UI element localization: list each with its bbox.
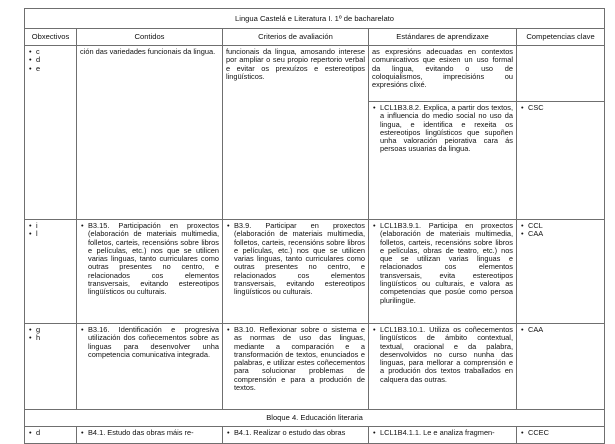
header-estandares: Estándares de aprendizaxe [369,29,517,46]
standard-text: • LCL1B3.8.2. Explica, a partir dos textos, a influencia do medio social no uso da lingua, e identifica e rexeita os estereotipos lingüísticos que supoñen unha valoración peiorativa cara ás persoas usuarias da lingua. [372,104,513,154]
objective-item: • h [28,334,73,342]
block-heading-row [25,410,605,427]
column-header-row [25,29,605,46]
standards-cell [369,220,517,324]
criteria-text: funcionais da lingua, amosando interese por ampliar o seu propio repertorio verbal e evitar os prexuízos e estereotipos lingüísticos. [226,47,365,81]
competence-item: • CSC [520,104,601,112]
header-criterios: Criterios de avaliación [223,29,369,46]
standard-text: • LCL1B3.9.1. Participa en proxectos (elaboración de materiais multimedia, folletos, carteis, recensións sobre libros e películas, obras de teatro, etc.) nos que se utilizan varias linguas e relacionados cos elementos transversais, evita estereotipos lingüísticos ou culturais, e valora as competencias que posúe como persoa plurilingüe. [372,222,513,305]
criteria-text: • B3.9. Participar en proxectos (elaboración de materiais multimedia, folletos, carteis, recensións sobre libros e películas, etc.) nos que se utilicen varias linguas, tanto curriculares como outras presentes no centro, e relacionados cos elementos transversais, evitando estereotipos lingüísticos ou culturais. [226,222,365,297]
objectives-cell [25,324,77,410]
contents-text: • B4.1. Estudo das obras máis re- [80,429,219,437]
objectives-cell [25,46,77,220]
criteria-cell [223,220,369,324]
header-competencias: Competencias clave [517,29,605,46]
objectives-cell [25,427,77,444]
criteria-cell [223,324,369,410]
standards-cell [369,324,517,410]
standards-cell [369,46,517,220]
header-contidos: Contidos [77,29,223,46]
table-row [25,427,605,444]
standards-cell [369,427,517,444]
criteria-cell [223,427,369,444]
standard-text: • LCL1B3.10.1. Utiliza os coñecementos lingüísticos de ámbito contextual, textual, oracional e da palabra, desenvolvidos no curso nunha das linguas, para mellorar a comprensión e a produción dos textos traballados en calquera das outras. [372,326,513,384]
contents-text: ción das variedades funcionais da lingua. [80,47,216,56]
standard-text: as expresións adecuadas en contextos comunicativos que esixen un uso formal da lingua, evitando o uso de coloquialismos, imprecisións ou expresións clixé. [372,47,513,90]
objective-item: • d [28,56,73,64]
table-row [25,46,605,220]
competences-cell [517,46,605,220]
objective-item: • l [28,230,73,238]
competence-item: • CAA [520,230,601,238]
objective-item: • c [28,48,73,56]
header-obxectivos: Obxectivos [25,29,77,46]
criteria-cell [223,46,369,220]
objective-item: • g [28,326,73,334]
competences-cell [517,427,605,444]
objective-item: • i [28,222,73,230]
contents-cell [77,427,223,444]
contents-text: • B3.15. Participación en proxectos (elaboración de materiais multimedia, folletos, carteis, recensións sobre libros e películas, etc.) nos que se utilicen varias linguas, tanto curriculares como outras presentes no centro, e relacionados cos elementos transversais, evitando estereotipos lingüísticos ou culturais. [80,222,219,297]
competence-item: • CCEC [520,429,601,437]
objective-item: • d [28,429,73,437]
contents-cell [77,324,223,410]
competence-item: • CAA [520,326,601,334]
table-row [25,220,605,324]
curriculum-table [24,8,605,444]
competence-item: • CCL [520,222,601,230]
competences-cell [517,220,605,324]
curriculum-table-page [24,8,604,444]
contents-cell [77,46,223,220]
block-heading: Bloque 4. Educación literaria [25,410,605,427]
competences-cell [517,324,605,410]
table-row [25,324,605,410]
contents-cell [77,220,223,324]
criteria-text: • B4.1. Realizar o estudo das obras [226,429,365,437]
objectives-cell [25,220,77,324]
standard-text: • LCL1B4.1.1. Le e analiza fragmen- [372,429,513,437]
table-title: Lingua Castelá e Literatura I. 1º de bacharelato [25,9,605,29]
criteria-text: • B3.10. Reflexionar sobre o sistema e as normas de uso das linguas, mediante a comparación e a transformación de textos, enunciados e palabras, e utilizar estes coñecementos para solucionar problemas de comprensión e para a produción de textos. [226,326,365,392]
objective-item: • e [28,65,73,73]
table-title-row [25,9,605,29]
contents-text: • B3.16. Identificación e progresiva utilización dos coñecementos sobre as linguas para desenvolver unha competencia comunicativa integrada. [80,326,219,359]
